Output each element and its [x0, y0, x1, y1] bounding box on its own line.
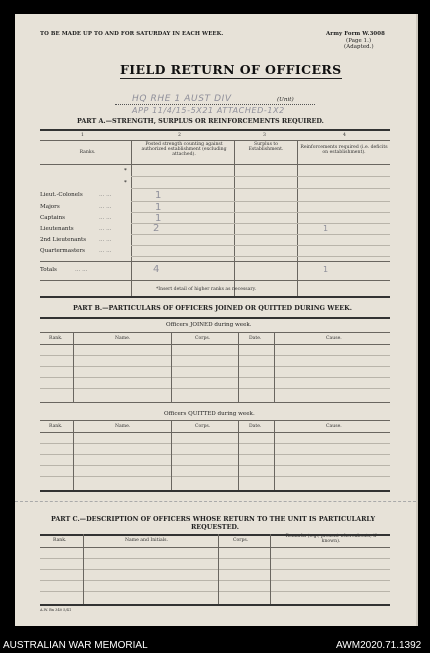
col-divider [73, 420, 74, 490]
rank-majors: Majors [40, 204, 60, 210]
reinforcement-mark: 1 [323, 224, 329, 233]
part-c-heading: PART C.—DESCRIPTION OF OFFICERS WHOSE RETURN TO THE UNIT IS PARTICULARLY [51, 515, 376, 523]
rule [131, 245, 390, 246]
col-name: Name. [115, 336, 131, 341]
rule [40, 355, 390, 356]
col-rank: Rank. [49, 336, 63, 341]
col-cause: Cause. [326, 336, 342, 341]
col-date: Date. [249, 336, 262, 341]
part-c-heading-2: REQUESTED. [191, 523, 239, 531]
totals-posted: 4 [153, 264, 160, 275]
rule [40, 465, 390, 466]
document-page [15, 14, 418, 626]
rule [40, 344, 390, 345]
rule [40, 296, 390, 298]
col-divider [171, 420, 172, 490]
rule [40, 420, 390, 421]
unit-line [115, 104, 315, 105]
form-title: FIELD RETURN OF OFFICERS [120, 62, 342, 77]
posted-value: 1 [155, 190, 162, 201]
form-adapted: (Adapted.) [344, 44, 374, 50]
rule [131, 176, 390, 177]
rule [40, 604, 390, 606]
perforation [15, 501, 416, 502]
col-header-ranks: Ranks. [79, 150, 96, 155]
col-name: Name. [115, 424, 131, 429]
leader-dots: ... ... [99, 215, 112, 221]
rule [40, 377, 390, 378]
footer-source: AUSTRALIAN WAR MEMORIAL [3, 640, 148, 651]
rule [131, 256, 390, 257]
col-divider [238, 420, 239, 490]
col-divider [73, 332, 74, 402]
col-divider [171, 332, 172, 402]
rule [40, 129, 390, 131]
footer-accession: AWM2020.71.1392 [336, 640, 422, 651]
col-corps: Corps. [233, 538, 249, 543]
unit-label: (Unit) [277, 97, 294, 103]
leader-dots: ... ... [99, 192, 112, 198]
form-number: Army Form W.3008 [326, 31, 385, 37]
col-divider [270, 534, 271, 604]
rule [40, 569, 390, 570]
rank-captains: Captains [40, 215, 66, 221]
print-code: A.W. Bn 340 5/41 [40, 608, 72, 612]
posted-value: 1 [155, 202, 162, 213]
col-name-initials: Name and Initials. [125, 538, 168, 543]
rule [131, 212, 390, 213]
part-b-heading: PART B.—PARTICULARS OF OFFICERS JOINED OR QUITTED DURING WEEK. [73, 304, 352, 312]
rule [40, 164, 390, 165]
unit-handwritten: HQ RHE 1 AUST DIV [132, 94, 232, 104]
rule [40, 580, 390, 581]
rule [40, 476, 390, 477]
col-divider [83, 534, 84, 604]
rule [40, 558, 390, 559]
col-rank: Rank. [49, 424, 63, 429]
col-corps: Corps. [195, 336, 211, 341]
rank-lieutenants: Lieutenants [40, 226, 74, 232]
unit-handwritten-2: APP 11/4/15-5X21 ATTACHED-1X2 [132, 106, 285, 115]
col-number: 4 [343, 133, 346, 138]
rule [40, 443, 390, 444]
leader-dots: ... ... [99, 204, 112, 210]
part-a-footnote: *Insert detail of higher ranks as necessary. [156, 287, 257, 292]
rank-2nd-lieutenants: 2nd Lieutenants [40, 237, 87, 243]
part-a-heading: PART A.—STRENGTH, SURPLUS OR REINFORCEMENTS REQUIRED. [77, 117, 324, 125]
leader-dots: ... ... [99, 237, 112, 243]
totals-label: Totals [40, 267, 57, 273]
rule [40, 454, 390, 455]
col-date: Date. [249, 424, 262, 429]
rule [40, 402, 390, 403]
rule [40, 490, 390, 492]
posted-value: 1 [155, 213, 162, 224]
col-divider [274, 332, 275, 402]
col-header-reinforcements: Reinforcements required (i.e. deficits on establishment). [300, 145, 388, 155]
col-number: 3 [263, 133, 266, 138]
col-header-posted: Posted strength counting against authorized establishment (excluding attached). [141, 142, 227, 157]
asterisk-row: * [124, 168, 127, 174]
asterisk-row: * [124, 180, 127, 186]
form-page: (Page 1.) [346, 38, 372, 44]
rule [40, 261, 390, 262]
leader-dots: ... ... [99, 248, 112, 254]
leader-dots: ... ... [75, 267, 88, 273]
col-header-surplus: Surplus to Establishment. [248, 142, 284, 152]
rule [131, 223, 390, 224]
rule [40, 591, 390, 592]
quitted-heading: Officers QUITTED during week. [164, 411, 255, 417]
rule [40, 317, 390, 319]
rule [40, 366, 390, 367]
rule [40, 432, 390, 433]
rule [40, 547, 390, 548]
col-rank: Rank. [53, 538, 67, 543]
col-divider [238, 332, 239, 402]
rank-lieut-colonels: Lieut.-Colonels [40, 192, 83, 198]
col-number: 2 [178, 133, 181, 138]
joined-heading: Officers JOINED during week. [166, 322, 252, 328]
totals-reinforcements: 1 [323, 265, 329, 274]
rank-quartermasters: Quartermasters [40, 248, 86, 254]
rule [131, 201, 390, 202]
posted-value: 2 [153, 223, 160, 234]
rule [131, 188, 390, 189]
header-instruction: TO BE MADE UP TO AND FOR SATURDAY IN EACH WEEK. [40, 31, 224, 37]
rule [131, 234, 390, 235]
col-remarks: Remarks (e.g., present whereabouts, if known). [285, 534, 377, 544]
rule [40, 332, 390, 333]
col-cause: Cause. [326, 424, 342, 429]
rule [40, 388, 390, 389]
rule [40, 140, 390, 141]
rule [40, 280, 390, 281]
col-divider [274, 420, 275, 490]
leader-dots: ... ... [99, 226, 112, 232]
col-divider [218, 534, 219, 604]
col-number: 1 [81, 133, 84, 138]
col-corps: Corps. [195, 424, 211, 429]
